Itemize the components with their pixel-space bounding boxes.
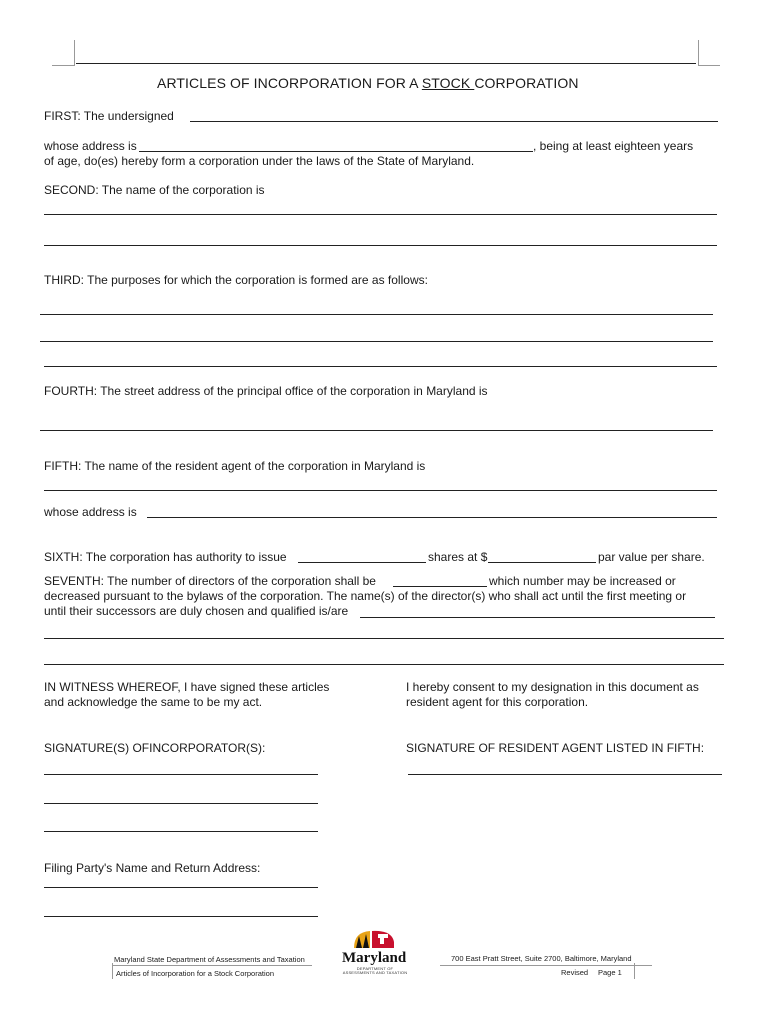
purposes-field-1[interactable] [40,314,713,315]
purposes-field-3[interactable] [44,366,717,367]
header-rule [76,63,696,64]
sixth-shares-at-text: shares at $ [428,550,488,564]
fourth-label: FOURTH: The street address of the principal office of the corporation in Maryland is [44,384,488,398]
incorporator-signature-field-1[interactable] [44,774,318,775]
footer-left-rule [112,965,312,966]
maryland-logo [338,928,412,974]
seventh-which-text: which number may be increased or [489,574,676,588]
first-age-text: of age, do(es) hereby form a corporation under the laws of the State of Maryland. [44,154,475,168]
principal-office-field[interactable] [40,430,713,431]
directors-names-field-3[interactable] [44,664,724,665]
directors-names-field-2[interactable] [44,638,724,639]
incorporator-name-field[interactable] [190,121,718,122]
corner-mark-top-left-h [52,65,74,66]
seventh-line-2: decreased pursuant to the bylaws of the corporation. The name(s) of the director(s) who shall act until the first meeting or [44,589,687,603]
footer-revised: Revised [561,968,589,977]
consent-line-1: I hereby consent to my designation in this document as [406,680,699,694]
footer-page-number: Page 1 [598,968,622,977]
incorporator-signature-field-2[interactable] [44,803,318,804]
third-label: THIRD: The purposes for which the corporation is formed are as follows: [44,273,428,287]
footer-form-name: Articles of Incorporation for a Stock Corporation [116,969,274,978]
footer-right-tick [634,963,635,979]
footer-address: 700 East Pratt Street, Suite 2700, Baltimore, Maryland [451,954,632,963]
logo-wordmark: Maryland [342,950,407,966]
logo-sub-line-2: ASSESSMENTS AND TAXATION [342,970,408,975]
second-label: SECOND: The name of the corporation is [44,183,265,197]
purposes-field-2[interactable] [40,341,713,342]
filing-party-field-1[interactable] [44,887,318,888]
agent-signature-field[interactable] [408,774,722,775]
incorporator-signature-field-3[interactable] [44,831,318,832]
agent-signature-label: SIGNATURE OF RESIDENT AGENT LISTED IN FIFTH: [406,741,705,755]
logo-sub-line-1: DEPARTMENT OF [356,966,394,971]
footer-right-rule [440,965,652,966]
directors-names-field-1[interactable] [360,617,715,618]
seventh-label: SEVENTH: The number of directors of the corporation shall be [44,574,376,588]
corner-mark-top-right [698,40,699,66]
witness-line-1: IN WITNESS WHEREOF, I have signed these articles [44,680,330,694]
first-whose-address-label: whose address is [44,139,137,153]
corner-mark-top-right-h [698,65,720,66]
corporation-name-field-2[interactable] [44,245,717,246]
fifth-whose-address-label: whose address is [44,505,137,519]
filing-party-field-2[interactable] [44,916,318,917]
witness-line-2: and acknowledge the same to be my act. [44,695,263,709]
footer-department: Maryland State Department of Assessments and Taxation [114,955,305,964]
par-value-field[interactable] [488,562,596,563]
first-being-text: , being at least eighteen years [533,139,694,153]
sixth-par-text: par value per share. [598,550,705,564]
first-label: FIRST: The undersigned [44,109,174,123]
corporation-name-field-1[interactable] [44,214,717,215]
seventh-line-3: until their successors are duly chosen and qualified is/are [44,604,349,618]
page-title [157,76,579,91]
consent-line-2: resident agent for this corporation. [406,695,589,709]
resident-agent-name-field[interactable] [44,490,717,491]
incorporator-address-field[interactable] [139,151,533,152]
title-part-1: ARTICLES OF INCORPORATION FOR A [157,75,422,91]
fifth-label: FIFTH: The name of the resident agent of the corporation in Maryland is [44,459,426,473]
corner-mark-top-left [74,40,75,66]
shares-count-field[interactable] [298,562,426,563]
resident-agent-address-field[interactable] [147,517,717,518]
title-part-2: CORPORATION [474,75,579,91]
incorporator-signature-label: SIGNATURE(S) OFINCORPORATOR(S): [44,741,266,755]
filing-party-label: Filing Party's Name and Return Address: [44,861,261,875]
sixth-label: SIXTH: The corporation has authority to issue [44,550,287,564]
directors-count-field[interactable] [393,586,487,587]
title-stock-word: STOCK [421,75,475,91]
